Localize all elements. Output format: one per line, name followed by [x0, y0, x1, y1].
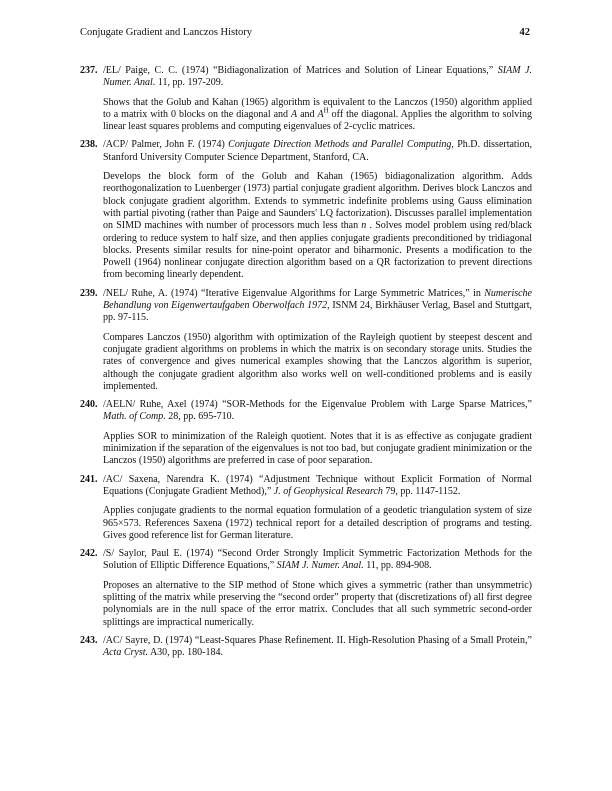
text-segment: /AELN/ Ruhe, Axel (1974) “SOR-Methods for the Eigenvalue Problem with Large Sparse Matrices,”: [103, 399, 532, 411]
text-segment: Shows that the Golub and Kahan (1965) algorithm is equivalent to the Lanczos (1950) algorithm applied to a matrix with 0 blocks on the diagonal and: [103, 96, 532, 120]
bibliography-entry: [80, 635, 532, 660]
text-segment: /AC/ Sayre, D. (1974) “Least-Squares Phase Refinement. II. High-Resolution Phasing of a Small Protein,”: [103, 634, 532, 646]
bibliography-entry: [80, 474, 532, 542]
text-segment: /S/ Saylor, Paul E. (1974) “Second Order Strongly Implicit Symmetric Factorization Methods for the Solution of Elliptic Difference Equations,”: [103, 548, 532, 572]
italic-text: Math. of Comp.: [103, 411, 166, 423]
italic-text: Conjugate Direction Methods and Parallel Computing,: [228, 139, 454, 151]
entry-citation: [103, 288, 532, 325]
text-segment: /ACP/ Palmer, John F. (1974): [103, 139, 229, 151]
entry-number: 237.: [80, 65, 98, 76]
bibliography-list: [80, 65, 532, 665]
italic-text: A: [317, 108, 324, 120]
italic-text: SIAM J. Numer. Anal.: [103, 65, 532, 89]
bibliography-entry: [80, 139, 532, 281]
italic-text: A: [291, 108, 298, 120]
entry-citation: [103, 399, 532, 424]
italic-text: Acta Cryst.: [103, 647, 148, 659]
text-segment: 11, pp. 894-908.: [363, 560, 432, 572]
entry-number: 243.: [80, 634, 98, 646]
text-segment: Ph.D. dissertation, Stanford University Computer Science Department, Stanford, CA.: [103, 139, 532, 163]
entry-description: [103, 431, 532, 468]
entry-citation: [103, 635, 532, 660]
entry-number: 242.: [80, 548, 98, 560]
text-segment: Applies conjugate gradients to the normal equation formulation of a geodetic triangulation system of size 965×573. References Saxena (1972) technical report for a detailed description of programs and testing. Gives good reference list for German literature.: [103, 505, 532, 541]
entry-description: [103, 171, 532, 282]
entry-citation: [103, 474, 532, 499]
text-segment: ISNM 24, Birkhäuser Verlag, Basel and Stuttgart, pp. 97-115.: [103, 300, 532, 324]
text-segment: /EL/ Paige, C. C. (1974) “Bidiagonalization of Matrices and Solution of Linear Equations,”: [103, 65, 498, 76]
bibliography-entry: [80, 288, 532, 393]
text-segment: /AC/ Saxena, Narendra K. (1974) “Adjustment Technique without Explicit Formation of Normal Equations (Conjugate Gradient Method),”: [103, 473, 532, 497]
text-segment: Proposes an alternative to the SIP method of Stone which gives a symmetric (rather than unsymmetric) splitting of the matrix while preserving the “second order” property that (discretizations of) all first degree polynomials are in the null space of the error matrix. Concludes that all such symmetric second-order splittings are impractical numerically.: [103, 579, 532, 628]
entry-description: [103, 332, 532, 393]
entry-number: 238.: [80, 139, 98, 151]
italic-text: SIAM J. Numer. Anal.: [276, 560, 364, 572]
text-segment: and: [297, 108, 318, 120]
text-segment: off the diagonal. Applies the algorithm to solving linear least squares problems and computing eigenvalues of 2-cyclic matrices.: [103, 108, 532, 133]
entry-citation: [103, 548, 532, 573]
text-segment: 28, pp. 695-710.: [165, 411, 235, 423]
italic-text: J. of Geophysical Research: [273, 485, 383, 497]
text-segment: A30, pp. 180-184.: [148, 647, 223, 659]
text-segment: /NEL/ Ruhe, A. (1974) “Iterative Eigenvalue Algorithms for Large Symmetric Matrices,” in: [103, 287, 485, 299]
entry-description: [103, 505, 532, 542]
text-segment: Applies SOR to minimization of the Raleigh quotient. Notes that it is as effective as conjugate gradient minimization if the separation of the eigenvalues is not too bad, but conjugate gradient minimization or the Lanczos (1950) algorithms are preferred in case of poor separation.: [103, 430, 532, 467]
entry-number: 239.: [80, 287, 98, 299]
page-number: 42: [519, 27, 530, 38]
superscript: H: [323, 106, 329, 115]
italic-text: n: [361, 220, 367, 232]
entry-description: [103, 97, 532, 134]
text-segment: . Solves model problem using red/black ordering to reduce system to half size, and then applies conjugate gradients preconditioned by tridiagonal blocks. Presents similar results for nine-point operator and biharmonic. Presents a modification to the Powell (1964) nonlinear conjugate direction algorithm based on a QR factorization to prevent directions from becoming linearly dependent.: [103, 220, 532, 281]
text-segment: Compares Lanczos (1950) algorithm with optimization of the Rayleigh quotient by steepest descent and conjugate gradient algorithms on problems in which the matrix is on secondary storage units. Studies the rates of convergence and gives numerical examples showing that the Lanczos algorithm is superior, although the conjugate gradient algorithm also works well on well-conditioned problems and is easily implemented.: [103, 331, 532, 392]
italic-text: Numerische Behandlung von Eigenwertaufgaben Oberwolfach 1972,: [103, 287, 532, 312]
page-header: [80, 27, 536, 38]
entry-number: 240.: [80, 399, 98, 411]
entry-number: 241.: [80, 473, 98, 485]
entry-citation: [103, 65, 532, 90]
entry-description: [103, 580, 532, 629]
entry-citation: [103, 139, 532, 164]
bibliography-entry: [80, 65, 532, 133]
text-segment: 79, pp. 1147-1152.: [382, 485, 461, 497]
text-segment: 11, pp. 197-209.: [155, 77, 224, 89]
bibliography-entry: [80, 399, 532, 467]
running-title: Conjugate Gradient and Lanczos History: [80, 27, 253, 38]
bibliography-entry: [80, 548, 532, 629]
text-segment: Develops the block form of the Golub and Kahan (1965) bidiagonalization algorithm. Adds reorthogonalization to Luenberger (1973) partial conjugate gradient algorithm. Derives block Lanczos and block conjugate gradient algorithm. Extends to symmetric indefinite problems using Gauss elimination with partial pivoting (rather than Paige and Saunders' LQ factorization). Discusses parallel implementation on SIMD machines with number of processors much less than: [103, 171, 532, 232]
